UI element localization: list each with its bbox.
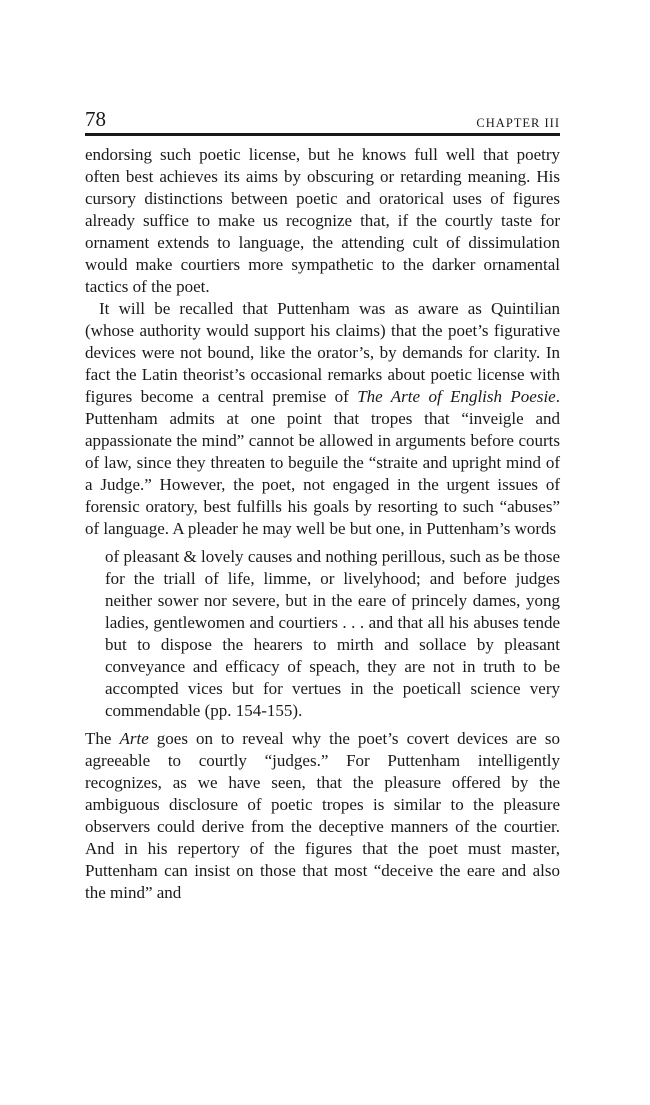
paragraph-3-text-a: The (85, 729, 120, 748)
book-title-italic: The Arte of English Poesie (357, 387, 556, 406)
block-quote: of pleasant & lovely causes and nothing perillous, such as be those for the triall of life, limme, or livelyhood; and before judges neither sower nor severe, but in the eare of princely dames, yong ladies, gentlewomen and courtiers . . . and that all his abuses tende but to dispose the hearers to mirth and sollace by pleasant conveyance and efficacy of speach, they are not in truth to be accompted vices but for vertues in the poeticall science very commendable (pp. 154-155). (105, 547, 560, 720)
paragraph-2 (85, 298, 560, 540)
book-page (85, 108, 560, 904)
paragraph-1: endorsing such poetic license, but he knows full well that poetry often best achieves its aims by obscuring or retarding meaning. His cursory distinctions between poetic and oratorical uses of figures already suffice to make us recognize that, if the courtly taste for ornament extends to language, the attending cult of dissimulation would make courtiers more sympathetic to the darker ornamental tactics of the poet. (85, 145, 560, 296)
paragraph-3 (85, 728, 560, 904)
short-title-italic: Arte (119, 729, 149, 748)
paragraph-2-text-b: . Puttenham admits at one point that tropes that “inveigle and appassionate the mind” cannot be allowed in arguments before courts of law, since they threaten to beguile the “straite and upright mind of a Judge.” However, the poet, not engaged in the urgent issues of forensic oratory, best fulfills his goals by resorting to such “abuses” of language. A pleader he may well be but one, in Puttenham’s words (85, 387, 560, 538)
page-number: 78 (85, 107, 106, 131)
chapter-title: CHAPTER III (476, 116, 560, 130)
running-head (85, 108, 560, 136)
paragraph-2-text-a: It will be recalled that Puttenham was as aware as Quintilian (whose authority would support his claims) that the poet’s figurative devices were not bound, like the orator’s, by demands for clarity. In fact the Latin theorist’s occasional remarks about poetic license with figures become a central premise of (85, 299, 560, 406)
body-text (85, 144, 560, 904)
paragraph-3-text-b: goes on to reveal why the poet’s covert devices are so agreeable to courtly “judges.” For Puttenham intelligently recognizes, as we have seen, that the pleasure offered by the ambiguous disclosure of poetic tropes is similar to the pleasure observers could derive from the deceptive manners of the courtier. And in his repertory of the figures that the poet must master, Puttenham can insist on those that most “deceive the eare and also the mind” and (85, 729, 560, 902)
